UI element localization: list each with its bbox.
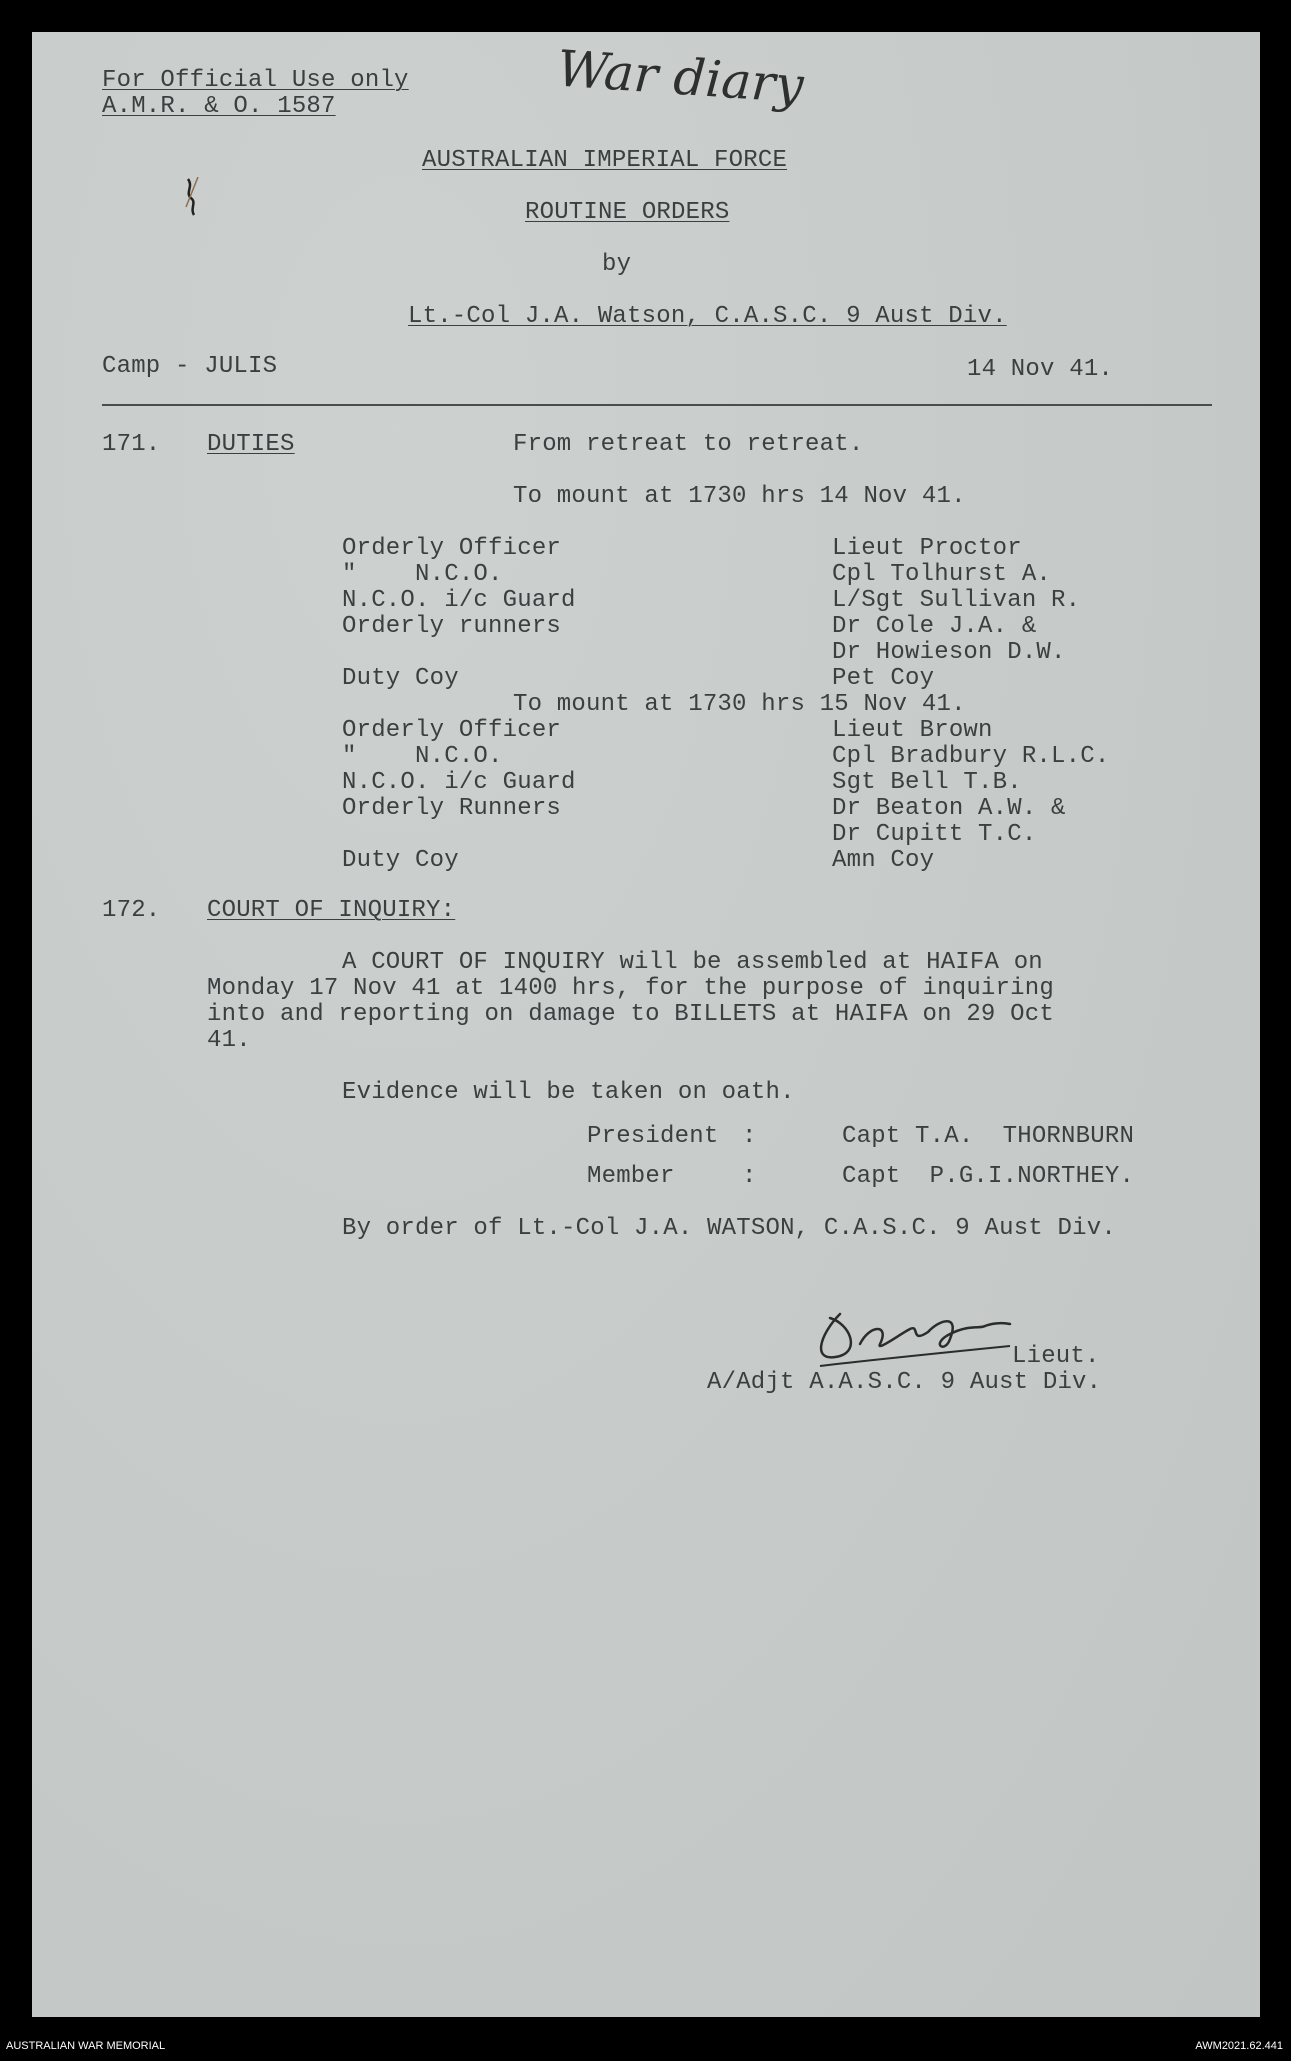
roster-1-name: Dr Cole J.A. & <box>832 613 1037 640</box>
handwritten-annotation: War diary <box>555 39 806 115</box>
roster-1-name: Cpl Tolhurst A. <box>832 561 1052 588</box>
inquiry-body-line: into and reporting on damage to BILLETS at HAIFA on 29 Oct <box>207 1001 1054 1028</box>
roster-2-name: Amn Coy <box>832 847 935 874</box>
camp-location: Camp - JULIS <box>102 353 278 380</box>
roster-2-role: Duty Coy <box>342 847 459 874</box>
roster-1-role: " N.C.O. <box>342 561 503 588</box>
inquiry-body-line: A COURT OF INQUIRY will be assembled at HAIFA on <box>342 949 1043 976</box>
roster-1-role: Orderly Officer <box>342 535 562 562</box>
order-172-number: 172. <box>102 897 161 924</box>
roster-1-role: Orderly runners <box>342 613 562 640</box>
roster-2-name: Dr Cupitt T.C. <box>832 821 1037 848</box>
member-label: Member <box>587 1163 675 1190</box>
mount-time-2: To mount at 1730 hrs 15 Nov 41. <box>513 691 966 718</box>
document-title: AUSTRALIAN IMPERIAL FORCE <box>422 147 788 174</box>
roster-2-role: " N.C.O. <box>342 743 503 770</box>
evidence-note: Evidence will be taken on oath. <box>342 1079 795 1106</box>
roster-1-name: L/Sgt Sullivan R. <box>832 587 1081 614</box>
order-172-heading: COURT OF INQUIRY: <box>207 897 456 924</box>
roster-1-name: Dr Howieson D.W. <box>832 639 1066 666</box>
roster-2-name: Dr Beaton A.W. & <box>832 795 1066 822</box>
president-label: President <box>587 1123 719 1150</box>
roster-1-name: Lieut Proctor <box>832 535 1022 562</box>
signatory-appointment: A/Adjt A.A.S.C. 9 Aust Div. <box>707 1369 1102 1396</box>
roster-2-name: Cpl Bradbury R.L.C. <box>832 743 1110 770</box>
order-171-number: 171. <box>102 431 161 458</box>
issuer-line: Lt.-Col J.A. Watson, C.A.S.C. 9 Aust Div. <box>408 303 1007 330</box>
member-separator: : <box>742 1163 757 1190</box>
roster-2-name: Sgt Bell T.B. <box>832 769 1022 796</box>
member-name: Capt P.G.I.NORTHEY. <box>842 1163 1135 1190</box>
by-order-line: By order of Lt.-Col J.A. WATSON, C.A.S.C. 9 Aust Div. <box>342 1215 1116 1242</box>
order-171-heading: DUTIES <box>207 431 295 458</box>
document-subtitle: ROUTINE ORDERS <box>525 199 730 226</box>
official-use-label: For Official Use only <box>102 67 409 94</box>
inquiry-body-line: 41. <box>207 1027 251 1054</box>
footer-catalogue-number: AWM2021.62.441 <box>1195 2040 1283 2052</box>
roster-1-role: Duty Coy <box>342 665 459 692</box>
roster-2-role: N.C.O. i/c Guard <box>342 769 576 796</box>
president-name: Capt T.A. THORNBURN <box>842 1123 1135 1150</box>
reference-number: A.M.R. & O. 1587 <box>102 93 336 120</box>
header-divider <box>102 404 1212 406</box>
mount-time-1: To mount at 1730 hrs 14 Nov 41. <box>513 483 966 510</box>
roster-2-role: Orderly Runners <box>342 795 562 822</box>
duty-period: From retreat to retreat. <box>513 431 864 458</box>
paper-tear-mark <box>182 177 202 217</box>
roster-1-role: N.C.O. i/c Guard <box>342 587 576 614</box>
roster-1-name: Pet Coy <box>832 665 935 692</box>
footer-institution: AUSTRALIAN WAR MEMORIAL <box>6 2040 166 2052</box>
signatory-rank: Lieut. <box>1012 1343 1100 1370</box>
inquiry-body-line: Monday 17 Nov 41 at 1400 hrs, for the purpose of inquiring <box>207 975 1054 1002</box>
document-page <box>32 32 1260 2017</box>
roster-2-role: Orderly Officer <box>342 717 562 744</box>
president-separator: : <box>742 1123 757 1150</box>
order-date: 14 Nov 41. <box>967 356 1114 383</box>
by-line: by <box>602 251 632 278</box>
roster-2-name: Lieut Brown <box>832 717 993 744</box>
